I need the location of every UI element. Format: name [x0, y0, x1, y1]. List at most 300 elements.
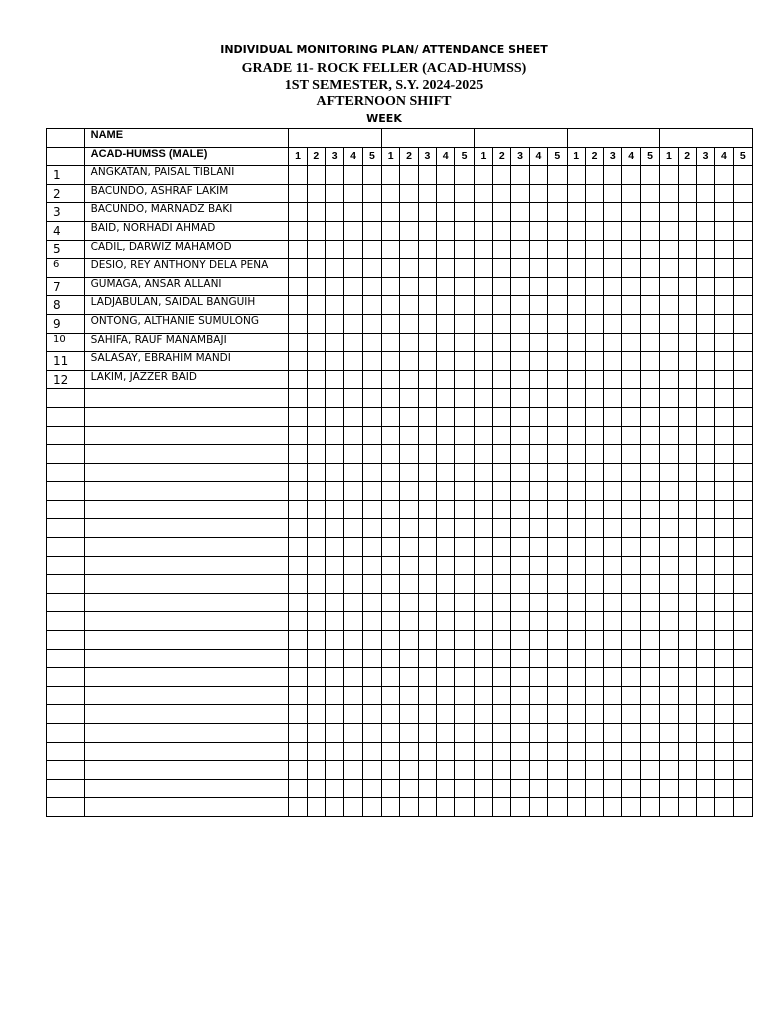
- attendance-cell[interactable]: [548, 798, 567, 817]
- attendance-cell[interactable]: [678, 463, 696, 482]
- attendance-cell[interactable]: [567, 556, 585, 575]
- attendance-cell[interactable]: [455, 240, 474, 259]
- attendance-cell[interactable]: [715, 724, 733, 743]
- attendance-cell[interactable]: [733, 333, 752, 352]
- attendance-cell[interactable]: [529, 798, 547, 817]
- attendance-cell[interactable]: [548, 314, 567, 333]
- attendance-cell[interactable]: [344, 426, 362, 445]
- attendance-cell[interactable]: [362, 519, 381, 538]
- attendance-cell[interactable]: [382, 333, 400, 352]
- attendance-cell[interactable]: [326, 296, 344, 315]
- attendance-cell[interactable]: [622, 426, 640, 445]
- attendance-cell[interactable]: [362, 593, 381, 612]
- attendance-cell[interactable]: [307, 575, 325, 594]
- attendance-cell[interactable]: [455, 686, 474, 705]
- attendance-cell[interactable]: [715, 631, 733, 650]
- attendance-cell[interactable]: [733, 184, 752, 203]
- attendance-cell[interactable]: [678, 686, 696, 705]
- attendance-cell[interactable]: [362, 184, 381, 203]
- student-name[interactable]: [84, 649, 289, 668]
- attendance-cell[interactable]: [289, 519, 307, 538]
- attendance-cell[interactable]: [733, 463, 752, 482]
- attendance-cell[interactable]: [548, 575, 567, 594]
- attendance-cell[interactable]: [696, 538, 714, 557]
- attendance-cell[interactable]: [437, 240, 455, 259]
- attendance-cell[interactable]: [289, 296, 307, 315]
- attendance-cell[interactable]: [344, 593, 362, 612]
- attendance-cell[interactable]: [529, 277, 547, 296]
- attendance-cell[interactable]: [289, 668, 307, 687]
- attendance-cell[interactable]: [715, 482, 733, 501]
- attendance-cell[interactable]: [696, 798, 714, 817]
- attendance-cell[interactable]: [640, 705, 659, 724]
- attendance-cell[interactable]: [418, 184, 436, 203]
- attendance-cell[interactable]: [622, 798, 640, 817]
- attendance-cell[interactable]: [660, 519, 678, 538]
- attendance-cell[interactable]: [511, 407, 529, 426]
- attendance-cell[interactable]: [567, 482, 585, 501]
- attendance-cell[interactable]: [640, 649, 659, 668]
- attendance-cell[interactable]: [640, 407, 659, 426]
- attendance-cell[interactable]: [362, 203, 381, 222]
- attendance-cell[interactable]: [622, 314, 640, 333]
- attendance-cell[interactable]: [567, 221, 585, 240]
- attendance-cell[interactable]: [418, 519, 436, 538]
- attendance-cell[interactable]: [622, 463, 640, 482]
- attendance-cell[interactable]: [529, 761, 547, 780]
- attendance-cell[interactable]: [585, 724, 603, 743]
- attendance-cell[interactable]: [660, 407, 678, 426]
- attendance-cell[interactable]: [493, 203, 511, 222]
- attendance-cell[interactable]: [622, 538, 640, 557]
- attendance-cell[interactable]: [326, 426, 344, 445]
- attendance-cell[interactable]: [696, 742, 714, 761]
- attendance-cell[interactable]: [344, 500, 362, 519]
- attendance-cell[interactable]: [400, 538, 418, 557]
- attendance-cell[interactable]: [418, 500, 436, 519]
- attendance-cell[interactable]: [567, 296, 585, 315]
- attendance-cell[interactable]: [382, 184, 400, 203]
- attendance-cell[interactable]: [382, 203, 400, 222]
- attendance-cell[interactable]: [511, 500, 529, 519]
- attendance-cell[interactable]: [344, 277, 362, 296]
- attendance-cell[interactable]: [474, 686, 492, 705]
- attendance-cell[interactable]: [437, 724, 455, 743]
- attendance-cell[interactable]: [622, 612, 640, 631]
- attendance-cell[interactable]: [326, 314, 344, 333]
- attendance-cell[interactable]: [362, 798, 381, 817]
- attendance-cell[interactable]: [437, 407, 455, 426]
- attendance-cell[interactable]: [567, 612, 585, 631]
- attendance-cell[interactable]: [455, 463, 474, 482]
- attendance-cell[interactable]: [640, 203, 659, 222]
- attendance-cell[interactable]: [511, 259, 529, 278]
- attendance-cell[interactable]: [640, 352, 659, 371]
- attendance-cell[interactable]: [511, 389, 529, 408]
- attendance-cell[interactable]: [622, 761, 640, 780]
- attendance-cell[interactable]: [344, 407, 362, 426]
- attendance-cell[interactable]: [660, 370, 678, 389]
- attendance-cell[interactable]: [474, 389, 492, 408]
- attendance-cell[interactable]: [733, 761, 752, 780]
- attendance-cell[interactable]: [715, 426, 733, 445]
- attendance-cell[interactable]: [640, 184, 659, 203]
- attendance-cell[interactable]: [622, 593, 640, 612]
- attendance-cell[interactable]: [696, 221, 714, 240]
- attendance-cell[interactable]: [326, 575, 344, 594]
- attendance-cell[interactable]: [362, 742, 381, 761]
- attendance-cell[interactable]: [418, 445, 436, 464]
- attendance-cell[interactable]: [511, 426, 529, 445]
- attendance-cell[interactable]: [418, 426, 436, 445]
- attendance-cell[interactable]: [660, 259, 678, 278]
- student-name[interactable]: [84, 686, 289, 705]
- attendance-cell[interactable]: [678, 742, 696, 761]
- attendance-cell[interactable]: [640, 538, 659, 557]
- attendance-cell[interactable]: [344, 240, 362, 259]
- attendance-cell[interactable]: [567, 426, 585, 445]
- attendance-cell[interactable]: [585, 426, 603, 445]
- attendance-cell[interactable]: [696, 761, 714, 780]
- attendance-cell[interactable]: [362, 426, 381, 445]
- attendance-cell[interactable]: [678, 389, 696, 408]
- attendance-cell[interactable]: [418, 724, 436, 743]
- attendance-cell[interactable]: [529, 389, 547, 408]
- attendance-cell[interactable]: [344, 314, 362, 333]
- attendance-cell[interactable]: [567, 519, 585, 538]
- attendance-cell[interactable]: [493, 240, 511, 259]
- attendance-cell[interactable]: [289, 463, 307, 482]
- attendance-cell[interactable]: [529, 649, 547, 668]
- attendance-cell[interactable]: [307, 519, 325, 538]
- attendance-cell[interactable]: [326, 184, 344, 203]
- attendance-cell[interactable]: [344, 649, 362, 668]
- attendance-cell[interactable]: [567, 631, 585, 650]
- attendance-cell[interactable]: [437, 705, 455, 724]
- attendance-cell[interactable]: [696, 519, 714, 538]
- attendance-cell[interactable]: [511, 575, 529, 594]
- attendance-cell[interactable]: [529, 742, 547, 761]
- attendance-cell[interactable]: [493, 333, 511, 352]
- attendance-cell[interactable]: [437, 296, 455, 315]
- attendance-cell[interactable]: [622, 166, 640, 185]
- attendance-cell[interactable]: [493, 779, 511, 798]
- attendance-cell[interactable]: [678, 184, 696, 203]
- attendance-cell[interactable]: [660, 240, 678, 259]
- attendance-cell[interactable]: [455, 314, 474, 333]
- attendance-cell[interactable]: [474, 184, 492, 203]
- attendance-cell[interactable]: [567, 333, 585, 352]
- attendance-cell[interactable]: [326, 463, 344, 482]
- attendance-cell[interactable]: [344, 221, 362, 240]
- attendance-cell[interactable]: [548, 761, 567, 780]
- attendance-cell[interactable]: [696, 593, 714, 612]
- attendance-cell[interactable]: [567, 575, 585, 594]
- attendance-cell[interactable]: [640, 259, 659, 278]
- attendance-cell[interactable]: [344, 686, 362, 705]
- attendance-cell[interactable]: [567, 277, 585, 296]
- attendance-cell[interactable]: [307, 500, 325, 519]
- attendance-cell[interactable]: [733, 500, 752, 519]
- attendance-cell[interactable]: [678, 445, 696, 464]
- attendance-cell[interactable]: [529, 240, 547, 259]
- attendance-cell[interactable]: [622, 259, 640, 278]
- attendance-cell[interactable]: [289, 742, 307, 761]
- attendance-cell[interactable]: [567, 593, 585, 612]
- attendance-cell[interactable]: [678, 352, 696, 371]
- attendance-cell[interactable]: [696, 277, 714, 296]
- attendance-cell[interactable]: [362, 482, 381, 501]
- attendance-cell[interactable]: [455, 296, 474, 315]
- attendance-cell[interactable]: [604, 686, 622, 705]
- attendance-cell[interactable]: [660, 556, 678, 575]
- attendance-cell[interactable]: [529, 463, 547, 482]
- attendance-cell[interactable]: [678, 296, 696, 315]
- attendance-cell[interactable]: [640, 779, 659, 798]
- attendance-cell[interactable]: [307, 556, 325, 575]
- attendance-cell[interactable]: [382, 389, 400, 408]
- attendance-cell[interactable]: [418, 166, 436, 185]
- attendance-cell[interactable]: [344, 798, 362, 817]
- attendance-cell[interactable]: [437, 166, 455, 185]
- attendance-cell[interactable]: [548, 724, 567, 743]
- attendance-cell[interactable]: [585, 519, 603, 538]
- attendance-cell[interactable]: [622, 519, 640, 538]
- attendance-cell[interactable]: [474, 240, 492, 259]
- attendance-cell[interactable]: [437, 500, 455, 519]
- attendance-cell[interactable]: [567, 259, 585, 278]
- attendance-cell[interactable]: [382, 705, 400, 724]
- attendance-cell[interactable]: [548, 277, 567, 296]
- attendance-cell[interactable]: [289, 779, 307, 798]
- attendance-cell[interactable]: [400, 668, 418, 687]
- attendance-cell[interactable]: [362, 166, 381, 185]
- attendance-cell[interactable]: [289, 761, 307, 780]
- attendance-cell[interactable]: [289, 314, 307, 333]
- attendance-cell[interactable]: [660, 482, 678, 501]
- attendance-cell[interactable]: [604, 538, 622, 557]
- attendance-cell[interactable]: [493, 742, 511, 761]
- attendance-cell[interactable]: [604, 779, 622, 798]
- attendance-cell[interactable]: [567, 184, 585, 203]
- attendance-cell[interactable]: [660, 296, 678, 315]
- attendance-cell[interactable]: [362, 724, 381, 743]
- attendance-cell[interactable]: [307, 668, 325, 687]
- attendance-cell[interactable]: [400, 333, 418, 352]
- attendance-cell[interactable]: [660, 184, 678, 203]
- attendance-cell[interactable]: [455, 370, 474, 389]
- attendance-cell[interactable]: [418, 556, 436, 575]
- attendance-cell[interactable]: [678, 779, 696, 798]
- attendance-cell[interactable]: [696, 686, 714, 705]
- attendance-cell[interactable]: [326, 166, 344, 185]
- attendance-cell[interactable]: [382, 407, 400, 426]
- attendance-cell[interactable]: [622, 333, 640, 352]
- attendance-cell[interactable]: [437, 314, 455, 333]
- attendance-cell[interactable]: [455, 742, 474, 761]
- attendance-cell[interactable]: [493, 705, 511, 724]
- attendance-cell[interactable]: [289, 352, 307, 371]
- attendance-cell[interactable]: [493, 370, 511, 389]
- attendance-cell[interactable]: [733, 426, 752, 445]
- attendance-cell[interactable]: [437, 259, 455, 278]
- attendance-cell[interactable]: [733, 705, 752, 724]
- attendance-cell[interactable]: [493, 538, 511, 557]
- attendance-cell[interactable]: [400, 705, 418, 724]
- attendance-cell[interactable]: [326, 240, 344, 259]
- attendance-cell[interactable]: [548, 668, 567, 687]
- attendance-cell[interactable]: [511, 184, 529, 203]
- attendance-cell[interactable]: [326, 389, 344, 408]
- attendance-cell[interactable]: [437, 463, 455, 482]
- attendance-cell[interactable]: [307, 705, 325, 724]
- attendance-cell[interactable]: [362, 686, 381, 705]
- attendance-cell[interactable]: [326, 705, 344, 724]
- attendance-cell[interactable]: [382, 668, 400, 687]
- attendance-cell[interactable]: [307, 352, 325, 371]
- attendance-cell[interactable]: [696, 649, 714, 668]
- attendance-cell[interactable]: [418, 575, 436, 594]
- attendance-cell[interactable]: [696, 556, 714, 575]
- attendance-cell[interactable]: [548, 779, 567, 798]
- attendance-cell[interactable]: [548, 705, 567, 724]
- attendance-cell[interactable]: [289, 259, 307, 278]
- attendance-cell[interactable]: [326, 556, 344, 575]
- attendance-cell[interactable]: [678, 407, 696, 426]
- attendance-cell[interactable]: [678, 259, 696, 278]
- attendance-cell[interactable]: [715, 333, 733, 352]
- attendance-cell[interactable]: [418, 631, 436, 650]
- student-name[interactable]: [84, 445, 289, 464]
- attendance-cell[interactable]: [548, 389, 567, 408]
- attendance-cell[interactable]: [344, 575, 362, 594]
- attendance-cell[interactable]: [326, 668, 344, 687]
- attendance-cell[interactable]: [696, 779, 714, 798]
- attendance-cell[interactable]: [604, 705, 622, 724]
- attendance-cell[interactable]: [733, 166, 752, 185]
- attendance-cell[interactable]: [382, 240, 400, 259]
- attendance-cell[interactable]: [733, 593, 752, 612]
- attendance-cell[interactable]: [622, 221, 640, 240]
- attendance-cell[interactable]: [548, 407, 567, 426]
- attendance-cell[interactable]: [418, 779, 436, 798]
- attendance-cell[interactable]: [455, 482, 474, 501]
- attendance-cell[interactable]: [493, 668, 511, 687]
- attendance-cell[interactable]: [437, 761, 455, 780]
- attendance-cell[interactable]: [455, 649, 474, 668]
- attendance-cell[interactable]: [696, 166, 714, 185]
- attendance-cell[interactable]: [511, 761, 529, 780]
- attendance-cell[interactable]: [622, 203, 640, 222]
- attendance-cell[interactable]: [418, 612, 436, 631]
- attendance-cell[interactable]: [289, 445, 307, 464]
- attendance-cell[interactable]: [307, 798, 325, 817]
- attendance-cell[interactable]: [362, 649, 381, 668]
- attendance-cell[interactable]: [585, 686, 603, 705]
- attendance-cell[interactable]: [474, 445, 492, 464]
- attendance-cell[interactable]: [640, 463, 659, 482]
- attendance-cell[interactable]: [567, 203, 585, 222]
- attendance-cell[interactable]: [640, 240, 659, 259]
- attendance-cell[interactable]: [474, 779, 492, 798]
- attendance-cell[interactable]: [307, 203, 325, 222]
- attendance-cell[interactable]: [344, 370, 362, 389]
- attendance-cell[interactable]: [418, 407, 436, 426]
- attendance-cell[interactable]: [604, 500, 622, 519]
- attendance-cell[interactable]: [455, 203, 474, 222]
- attendance-cell[interactable]: [400, 631, 418, 650]
- attendance-cell[interactable]: [455, 333, 474, 352]
- attendance-cell[interactable]: [696, 203, 714, 222]
- attendance-cell[interactable]: [455, 259, 474, 278]
- attendance-cell[interactable]: [511, 742, 529, 761]
- attendance-cell[interactable]: [604, 593, 622, 612]
- attendance-cell[interactable]: [548, 742, 567, 761]
- attendance-cell[interactable]: [678, 221, 696, 240]
- attendance-cell[interactable]: [715, 407, 733, 426]
- attendance-cell[interactable]: [678, 203, 696, 222]
- attendance-cell[interactable]: [382, 538, 400, 557]
- attendance-cell[interactable]: [622, 296, 640, 315]
- attendance-cell[interactable]: [678, 761, 696, 780]
- attendance-cell[interactable]: [585, 389, 603, 408]
- attendance-cell[interactable]: [400, 277, 418, 296]
- attendance-cell[interactable]: [696, 463, 714, 482]
- attendance-cell[interactable]: [733, 407, 752, 426]
- attendance-cell[interactable]: [344, 742, 362, 761]
- attendance-cell[interactable]: [511, 352, 529, 371]
- attendance-cell[interactable]: [511, 221, 529, 240]
- attendance-cell[interactable]: [382, 724, 400, 743]
- attendance-cell[interactable]: [326, 724, 344, 743]
- attendance-cell[interactable]: [382, 556, 400, 575]
- attendance-cell[interactable]: [382, 649, 400, 668]
- attendance-cell[interactable]: [529, 612, 547, 631]
- attendance-cell[interactable]: [474, 500, 492, 519]
- attendance-cell[interactable]: [307, 166, 325, 185]
- attendance-cell[interactable]: [511, 631, 529, 650]
- attendance-cell[interactable]: [326, 259, 344, 278]
- attendance-cell[interactable]: [474, 166, 492, 185]
- attendance-cell[interactable]: [585, 445, 603, 464]
- attendance-cell[interactable]: [437, 184, 455, 203]
- attendance-cell[interactable]: [455, 631, 474, 650]
- attendance-cell[interactable]: [344, 724, 362, 743]
- student-name[interactable]: [84, 724, 289, 743]
- attendance-cell[interactable]: [622, 631, 640, 650]
- attendance-cell[interactable]: [307, 333, 325, 352]
- attendance-cell[interactable]: [437, 277, 455, 296]
- attendance-cell[interactable]: [493, 798, 511, 817]
- attendance-cell[interactable]: [474, 761, 492, 780]
- attendance-cell[interactable]: [640, 221, 659, 240]
- attendance-cell[interactable]: [715, 556, 733, 575]
- attendance-cell[interactable]: [326, 631, 344, 650]
- attendance-cell[interactable]: [585, 184, 603, 203]
- attendance-cell[interactable]: [418, 686, 436, 705]
- attendance-cell[interactable]: [400, 593, 418, 612]
- attendance-cell[interactable]: [640, 333, 659, 352]
- attendance-cell[interactable]: [604, 519, 622, 538]
- attendance-cell[interactable]: [622, 705, 640, 724]
- attendance-cell[interactable]: [362, 389, 381, 408]
- attendance-cell[interactable]: [474, 426, 492, 445]
- attendance-cell[interactable]: [715, 575, 733, 594]
- attendance-cell[interactable]: [622, 352, 640, 371]
- attendance-cell[interactable]: [400, 649, 418, 668]
- attendance-cell[interactable]: [493, 426, 511, 445]
- attendance-cell[interactable]: [733, 742, 752, 761]
